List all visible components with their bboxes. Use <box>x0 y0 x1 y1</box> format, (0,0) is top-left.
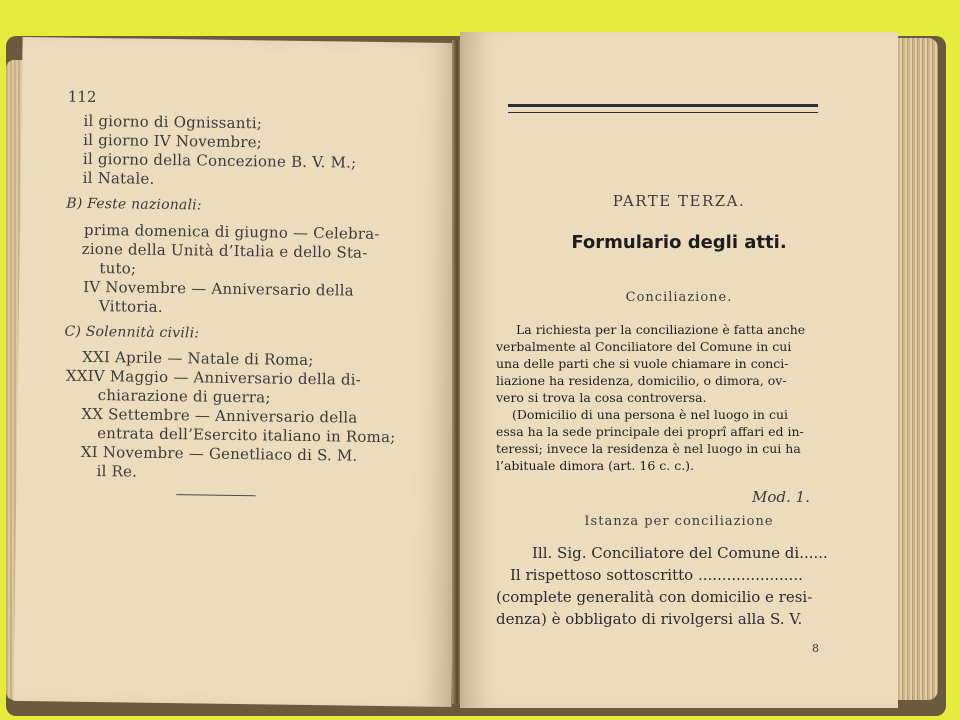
header-rule-thin <box>508 112 818 113</box>
text-line: il giorno di Ognissanti; <box>83 111 263 133</box>
text-line: il Re. <box>96 462 138 481</box>
text-line: tuto; <box>99 259 137 278</box>
text-line: Vittoria. <box>98 297 163 316</box>
part-title: PARTE TERZA. <box>612 192 746 210</box>
model-label: Mod. 1. <box>752 488 810 506</box>
section-title: Conciliazione. <box>625 290 733 305</box>
form-line: denza) è obbligato di rivolgersi alla S. V. <box>496 610 803 628</box>
text-line: XI Novembre — Genetliaco di S. M. <box>80 442 358 465</box>
header-rule-thick <box>508 104 818 107</box>
text-line: zione della Unità d’Italia e dello Sta- <box>81 239 368 262</box>
paragraph-line: essa ha la sede principale dei proprî affari ed in- <box>496 424 804 439</box>
page-number-right: 8 <box>812 642 819 655</box>
paragraph-line: una delle parti che si vuole chiamare in conci- <box>496 356 789 371</box>
text-line: prima domenica di giugno — Celebra- <box>83 220 380 243</box>
form-line: Il rispettoso sottoscritto ...................... <box>510 566 803 584</box>
end-rule <box>176 494 256 496</box>
text-line: XXIV Maggio — Anniversario della di- <box>65 366 362 389</box>
text-line: il Natale. <box>82 168 155 188</box>
form-line: (complete generalità con domicilio e resi- <box>496 588 813 606</box>
text-line: XX Settembre — Anniversario della <box>81 404 358 427</box>
left-page <box>13 37 460 707</box>
section-b-label: B) Feste nazionali: <box>66 195 202 214</box>
paragraph-line: liazione ha residenza, domicilio, o dimora, ov- <box>496 373 787 388</box>
paragraph-line: teressi; invece la residenza è nel luogo in cui ha <box>496 441 801 456</box>
text-line: XXI Aprile — Natale di Roma; <box>82 347 314 370</box>
paragraph-line: verbalmente al Conciliatore del Comune in cui <box>496 339 792 354</box>
page-number-left: 112 <box>67 87 97 107</box>
text-line: entrata dell’Esercito italiano in Roma; <box>97 424 396 447</box>
paragraph-line: l’abituale dimora (art. 16 c. c.). <box>496 458 695 473</box>
text-line: IV Novembre — Anniversario della <box>83 277 355 300</box>
text-line: il giorno della Concezione B. V. M.; <box>82 149 357 172</box>
chapter-heading: Formulario degli atti. <box>571 232 787 253</box>
paragraph-line: (Domicilio di una persona è nel luogo in cui <box>512 407 788 422</box>
text-line: il giorno IV Novembre; <box>83 130 263 152</box>
form-title: Istanza per conciliazione <box>584 514 774 529</box>
section-c-label: C) Solennità civili: <box>64 323 200 342</box>
paragraph-line: vero si trova la cosa controversa. <box>496 390 707 405</box>
text-line: chiarazione di guerra; <box>97 386 271 407</box>
right-page <box>460 32 898 708</box>
paragraph-line: La richiesta per la conciliazione è fatta anche <box>516 322 806 337</box>
form-line: Ill. Sig. Conciliatore del Comune di...... <box>532 544 828 562</box>
